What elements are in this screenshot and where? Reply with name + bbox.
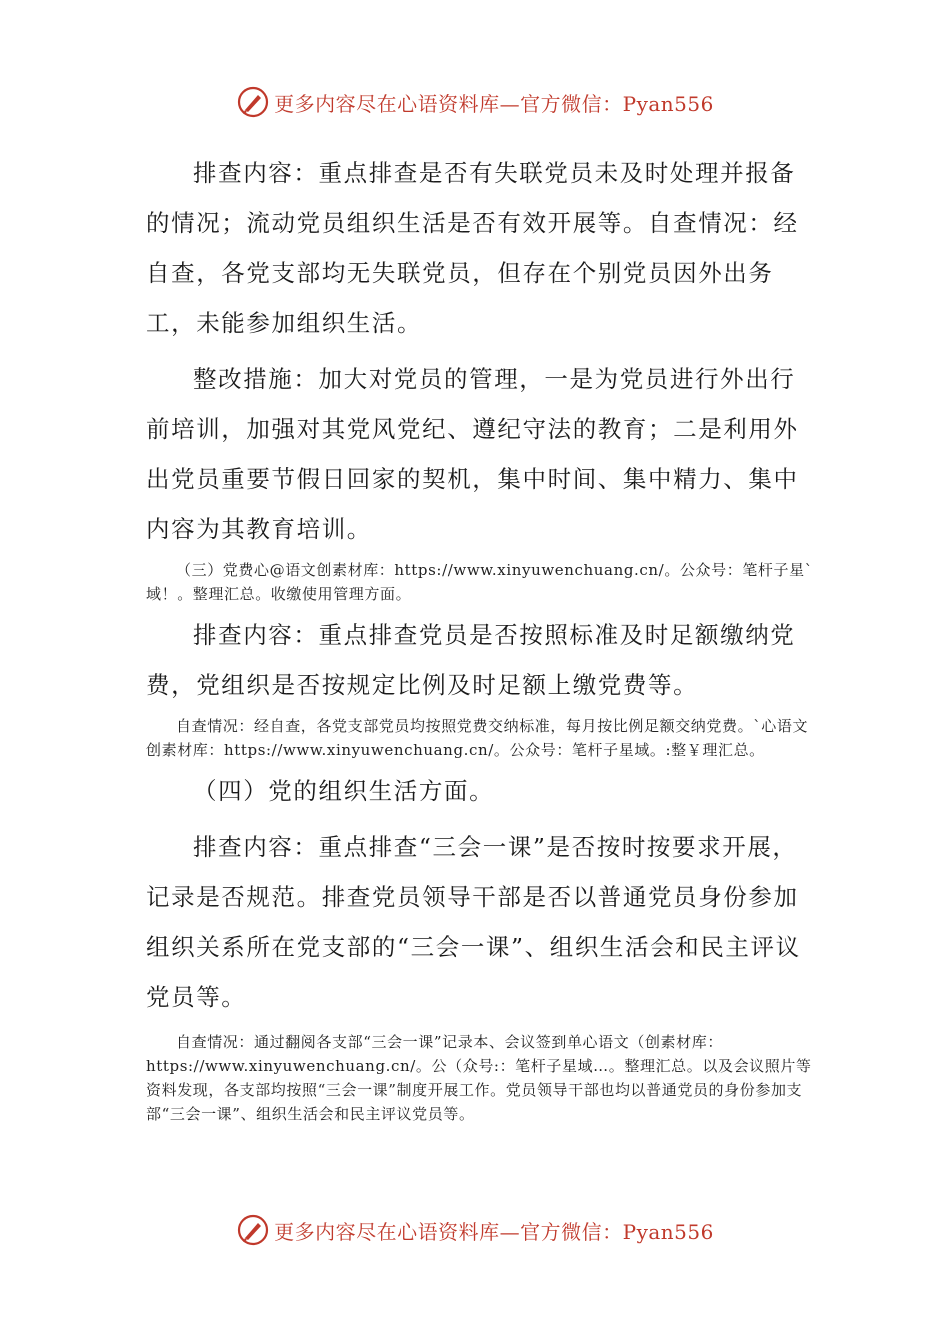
pen-nib-logo-icon	[236, 85, 270, 119]
paragraph-section-four-heading: （四）党的组织生活方面。	[193, 777, 495, 805]
pen-nib-logo-icon	[236, 1213, 270, 1247]
paragraph-check-party-dues: 排查内容：重点排查党员是否按照标准及时足额缴纳党费，党组织是否按规定比例及时足额上缴党费等。	[146, 621, 796, 699]
header-banner	[0, 82, 950, 122]
paragraph-self-check-dues: 自查情况：经自查，各党支部党员均按照党费交纳标准，每月按比例足额交纳党费。`心语文创素材库：https://www.xinyuwenchuang.cn/。公众号：笔杆子星域。:整￥理汇总。	[146, 717, 809, 759]
paragraph-check-lost-members: 排查内容：重点排查是否有失联党员未及时处理并报备的情况；流动党员组织生活是否有效开展等。自查情况：经自查，各党支部均无失联党员，但存在个别党员因外出务工，未能参加组织生活。	[146, 159, 799, 337]
document-body	[146, 148, 816, 1126]
paragraph-rectification: 整改措施：加大对党员的管理，一是为党员进行外出行前培训，加强对其党风党纪、遵纪守法的教育；二是利用外出党员重要节假日回家的契机，集中时间、集中精力、集中内容为其教育培训。	[146, 365, 799, 543]
paragraph-check-three-meetings: 排查内容：重点排查“三会一课”是否按时按要求开展，记录是否规范。排查党员领导干部是否以普通党员身份参加组织关系所在党支部的“三会一课”、组织生活会和民主评议党员等。	[146, 833, 801, 1011]
paragraph-section-three-heading: （三）党费心@语文创素材库：https://www.xinyuwenchuang.cn/。公众号：笔杆子星`域！。整理汇总。收缴使用管理方面。	[146, 561, 813, 603]
banner-text: 更多内容尽在心语资料库—官方微信：Pyan556	[274, 1219, 714, 1244]
paragraph-self-check-meetings: 自查情况：通过翻阅各支部“三会一课”记录本、会议签到单心语文（创素材库：https://www.xinyuwenchuang.cn/。公（众号:：笔杆子星域…。整理汇总。以及会议照片等资料发现，各支部均按照“三会一课”制度开展工作。党员领导干部也均以普通党员的身份参加支部“三会一课”、组织生活会和民主评议党员等。	[146, 1033, 812, 1123]
banner-text: 更多内容尽在心语资料库—官方微信：Pyan556	[274, 91, 714, 116]
footer-banner	[0, 1210, 950, 1250]
